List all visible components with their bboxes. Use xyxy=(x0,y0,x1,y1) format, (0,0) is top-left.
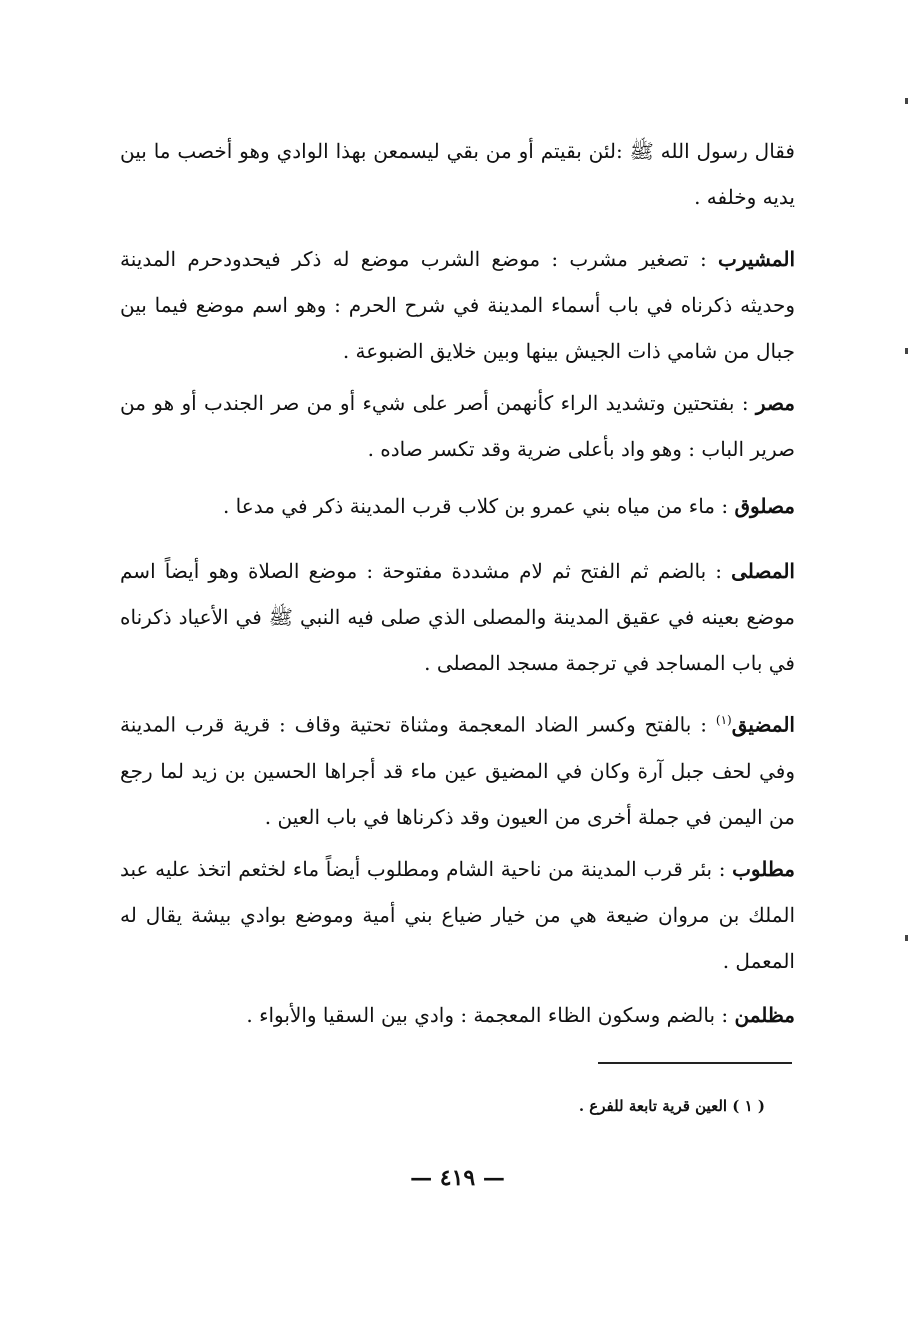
entry-body: : بالضم ثم الفتح ثم لام مشددة مفتوحة : موضع الصلاة وهو أيضاً اسم موضع بعينه في عقيق المدينة والمصلى الذي صلى فيه النبي ﷺ في الأعياد ذكرناه في باب المساجد في ترجمة مسجد المصلى . xyxy=(120,559,795,675)
entry-mushayrib xyxy=(120,236,795,374)
entry-muzlimn xyxy=(120,992,795,1038)
footnote: ( ١ ) العين قرية تابعة للفرع . xyxy=(578,1097,765,1115)
scan-mark xyxy=(905,348,908,354)
entry-body: : ماء من مياه بني عمرو بن كلاب قرب المدينة ذكر في مدعا . xyxy=(222,494,735,518)
scan-mark xyxy=(905,98,908,104)
entry-mudayq xyxy=(120,697,795,840)
entry-term: مصر xyxy=(755,391,795,415)
entry-body: : بئر قرب المدينة من ناحية الشام ومطلوب أيضاً ماء لخثعم اتخذ عليه عبد الملك بن مروان ضيعة هي من خيار ضياع بني أمية وموضع بوادي بيشة يقال له المعمل . xyxy=(120,857,795,973)
entry-term: المصلى xyxy=(731,559,795,583)
entry-body: : بفتحتين وتشديد الراء كأنهمن أصر على شيء أو من صر الجندب أو هو من صرير الباب : وهو واد بأعلى ضرية وقد تكسر صاده . xyxy=(120,391,795,461)
paragraph-continuation xyxy=(120,128,795,220)
entry-term: مظلمن xyxy=(734,1003,795,1027)
entry-masluq xyxy=(120,483,795,529)
entry-body: : تصغير مشرب : موضع الشرب موضع له ذكر فيحدودحرم المدينة وحديثه ذكرناه في باب أسماء المدينة في شرح الحرم : وهو اسم موضع فيما بين جبال من شامي ذات الجيش بينها وبين خلايق الضبوعة . xyxy=(120,247,795,363)
footnote-marker: (١) xyxy=(715,713,732,727)
entry-musalla xyxy=(120,548,795,686)
entry-matlub xyxy=(120,846,795,984)
entry-term: المضيق xyxy=(731,712,795,737)
scan-mark xyxy=(905,935,908,941)
entry-masar xyxy=(120,380,795,472)
entry-body: : بالضم وسكون الظاء المعجمة : وادي بين السقيا والأبواء . xyxy=(246,1003,735,1027)
entry-body: : بالفتح وكسر الضاد المعجمة ومثناة تحتية وقاف : قرية قرب المدينة وفي لحف جبل آرة وكان في المضيق عين ماء قد أجراها الحسين بن زيد لما رجع من اليمن في جملة أخرى من العيون وقد ذكرناها في باب العين . xyxy=(120,712,795,829)
entry-term: مصلوق xyxy=(734,494,795,518)
footnote-divider xyxy=(598,1062,792,1064)
entry-term: المشيرب xyxy=(718,247,795,271)
paragraph-body: فقال رسول الله ﷺ :لئن بقيتم أو من بقي ليسمعن بهذا الوادي وهو أخصب ما بين يديه وخلفه . xyxy=(120,139,795,209)
page-number: — ٤١٩ — xyxy=(410,1165,505,1191)
entry-term: مطلوب xyxy=(732,857,795,881)
